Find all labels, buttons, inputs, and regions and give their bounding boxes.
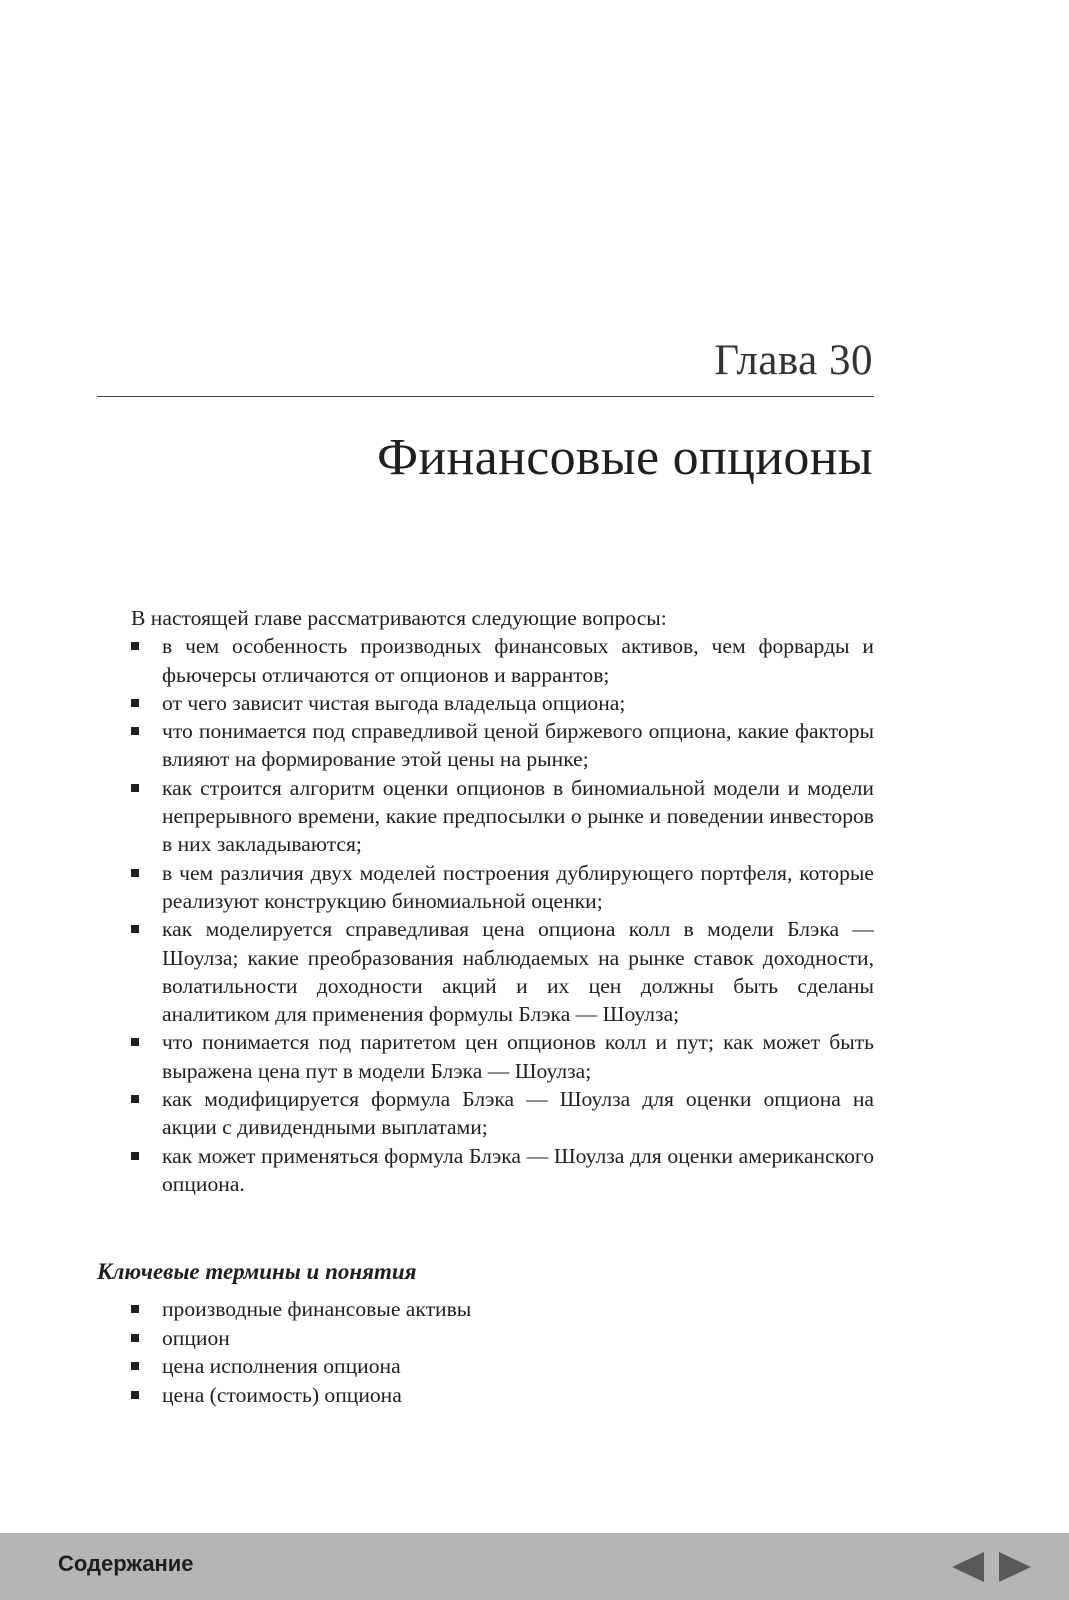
topic-item: что понимается под паритетом цен опционов колл и пут; как может быть выражена цена пут в модели Блэка — Шоулза; <box>131 1028 874 1085</box>
key-term-item: цена исполнения опциона <box>131 1352 874 1381</box>
key-terms-heading: Ключевые термины и понятия <box>97 1259 417 1284</box>
chapter-label: Глава 30 <box>714 337 873 384</box>
topic-item: что понимается под справедливой ценой биржевого опциона, какие факторы влияют на формирование этой цены на рынке; <box>131 717 874 774</box>
key-term-item: производные финансовые активы <box>131 1295 874 1324</box>
topic-item: от чего зависит чистая выгода владельца опциона; <box>131 689 874 717</box>
key-terms-list <box>131 1295 874 1409</box>
contents-link[interactable]: Содержание <box>58 1551 194 1576</box>
triangle-right-icon[interactable] <box>999 1552 1031 1582</box>
intro-text: В настоящей главе рассматриваются следующие вопросы: <box>131 606 667 630</box>
topic-item: в чем различия двух моделей построения дублирующего портфеля, которые реализуют конструкцию биномиальной оценки; <box>131 859 874 916</box>
key-terms-section <box>131 1295 874 1409</box>
topic-item: как строится алгоритм оценки опционов в биномиальной модели и модели непрерывного времени, какие предпосылки о рынке и поведении инвесторов в них закладываются; <box>131 774 874 859</box>
triangle-left-icon[interactable] <box>952 1552 984 1582</box>
key-term-item: опцион <box>131 1324 874 1353</box>
topic-item: в чем особенность производных финансовых активов, чем форварды и фьючерсы отличаются от опционов и варрантов; <box>131 632 874 689</box>
topic-item: как может применяться формула Блэка — Шоулза для оценки американского опциона. <box>131 1142 874 1199</box>
topic-item: как моделируется справедливая цена опциона колл в модели Блэка — Шоулза; какие преобразования наблюдаемых на рынке ставок доходности, волатильности доходности акций и их цен должны быть сделаны аналитиком для применения формулы Блэка — Шоулза; <box>131 915 874 1028</box>
topics-list <box>131 632 874 1198</box>
chapter-overview <box>131 604 874 1198</box>
chapter-divider <box>97 396 874 397</box>
chapter-title: Финансовые опционы <box>377 429 873 486</box>
topic-item: как модифицируется формула Блэка — Шоулза для оценки опциона на акции с дивидендными выплатами; <box>131 1085 874 1142</box>
key-term-item: цена (стоимость) опциона <box>131 1381 874 1410</box>
